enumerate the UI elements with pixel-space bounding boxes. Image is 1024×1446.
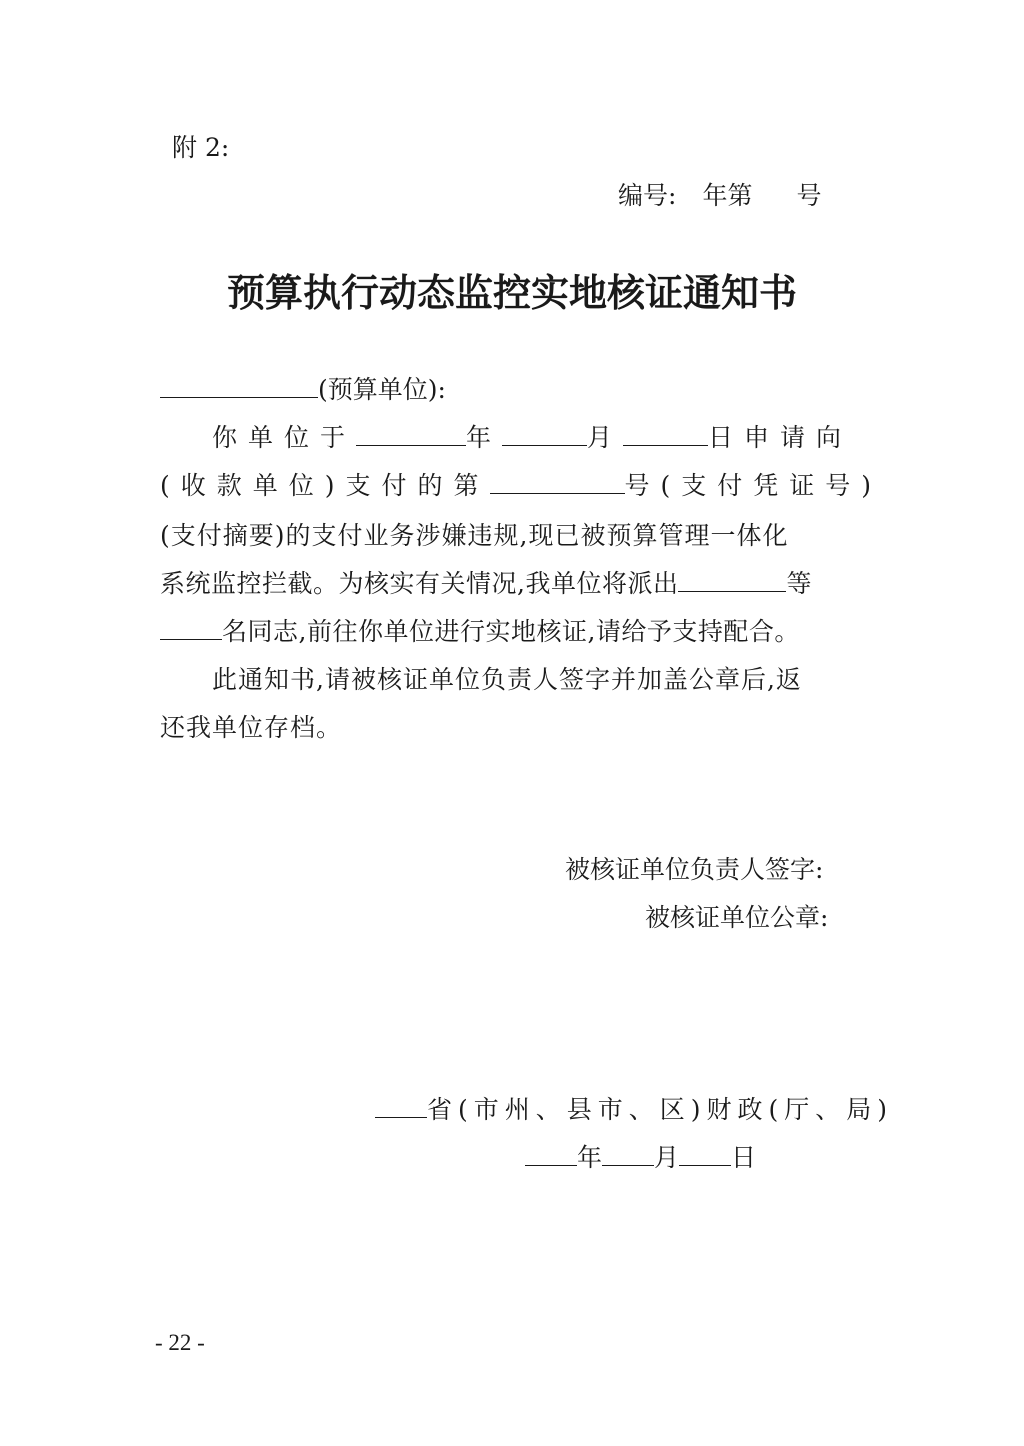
body-text: 日申请向 (708, 423, 853, 452)
number-suffix: 号 (796, 181, 822, 210)
date-text: 年 (577, 1143, 603, 1172)
application-month-blank (502, 421, 587, 446)
dispatch-person-blank (678, 567, 786, 592)
body-text: 月 (587, 423, 624, 452)
number-year: 年第 (702, 181, 753, 210)
body-text: 等 (786, 569, 812, 598)
issue-day-blank (679, 1141, 731, 1166)
budget-unit-blank (160, 373, 318, 398)
document-number (618, 176, 821, 212)
body-line-7: 还我单位存档。 (160, 713, 343, 742)
issue-date-line (525, 1138, 756, 1174)
number-label: 编号: (618, 181, 677, 210)
page-number: - 22 - (155, 1330, 205, 1355)
body-text: 年 (466, 423, 503, 452)
issuer-text: 省(市州、县市、区)财政(厅、局) (427, 1095, 894, 1124)
issuer-line (375, 1090, 893, 1126)
application-day-blank (623, 421, 708, 446)
addressee-line (160, 370, 446, 406)
leader-signature-label: 被核证单位负责人签字: (565, 855, 824, 884)
unit-seal-label: 被核证单位公章: (645, 903, 829, 932)
body-line-4 (160, 564, 812, 600)
addressee-label: (预算单位): (318, 375, 446, 404)
page-title: 预算执行动态监控实地核证通知书 (226, 270, 797, 315)
body-text: 系统监控拦截。为核实有关情况,我单位将派出 (160, 569, 679, 598)
body-text: 你单位于 (212, 423, 357, 452)
issue-month-blank (602, 1141, 654, 1166)
date-text: 日 (731, 1143, 757, 1172)
attachment-label: 附 2: (172, 133, 230, 162)
body-text: 名同志,前往你单位进行实地核证,请给予支持配合。 (222, 617, 800, 646)
application-year-blank (356, 421, 466, 446)
issue-year-blank (525, 1141, 577, 1166)
voucher-number-blank (490, 469, 625, 494)
body-text: (收款单位)支付的第 (160, 471, 490, 500)
body-line-1 (212, 418, 852, 454)
body-line-2 (160, 466, 882, 502)
body-line-3: (支付摘要)的支付业务涉嫌违规,现已被预算管理一体化 (160, 521, 789, 550)
body-text: 号(支付凭证号) (624, 471, 883, 500)
body-line-6: 此通知书,请被核证单位负责人签字并加盖公章后,返 (212, 665, 802, 694)
date-text: 月 (654, 1143, 680, 1172)
body-line-5 (160, 612, 800, 648)
staff-count-blank (160, 615, 222, 640)
province-blank (375, 1093, 427, 1118)
